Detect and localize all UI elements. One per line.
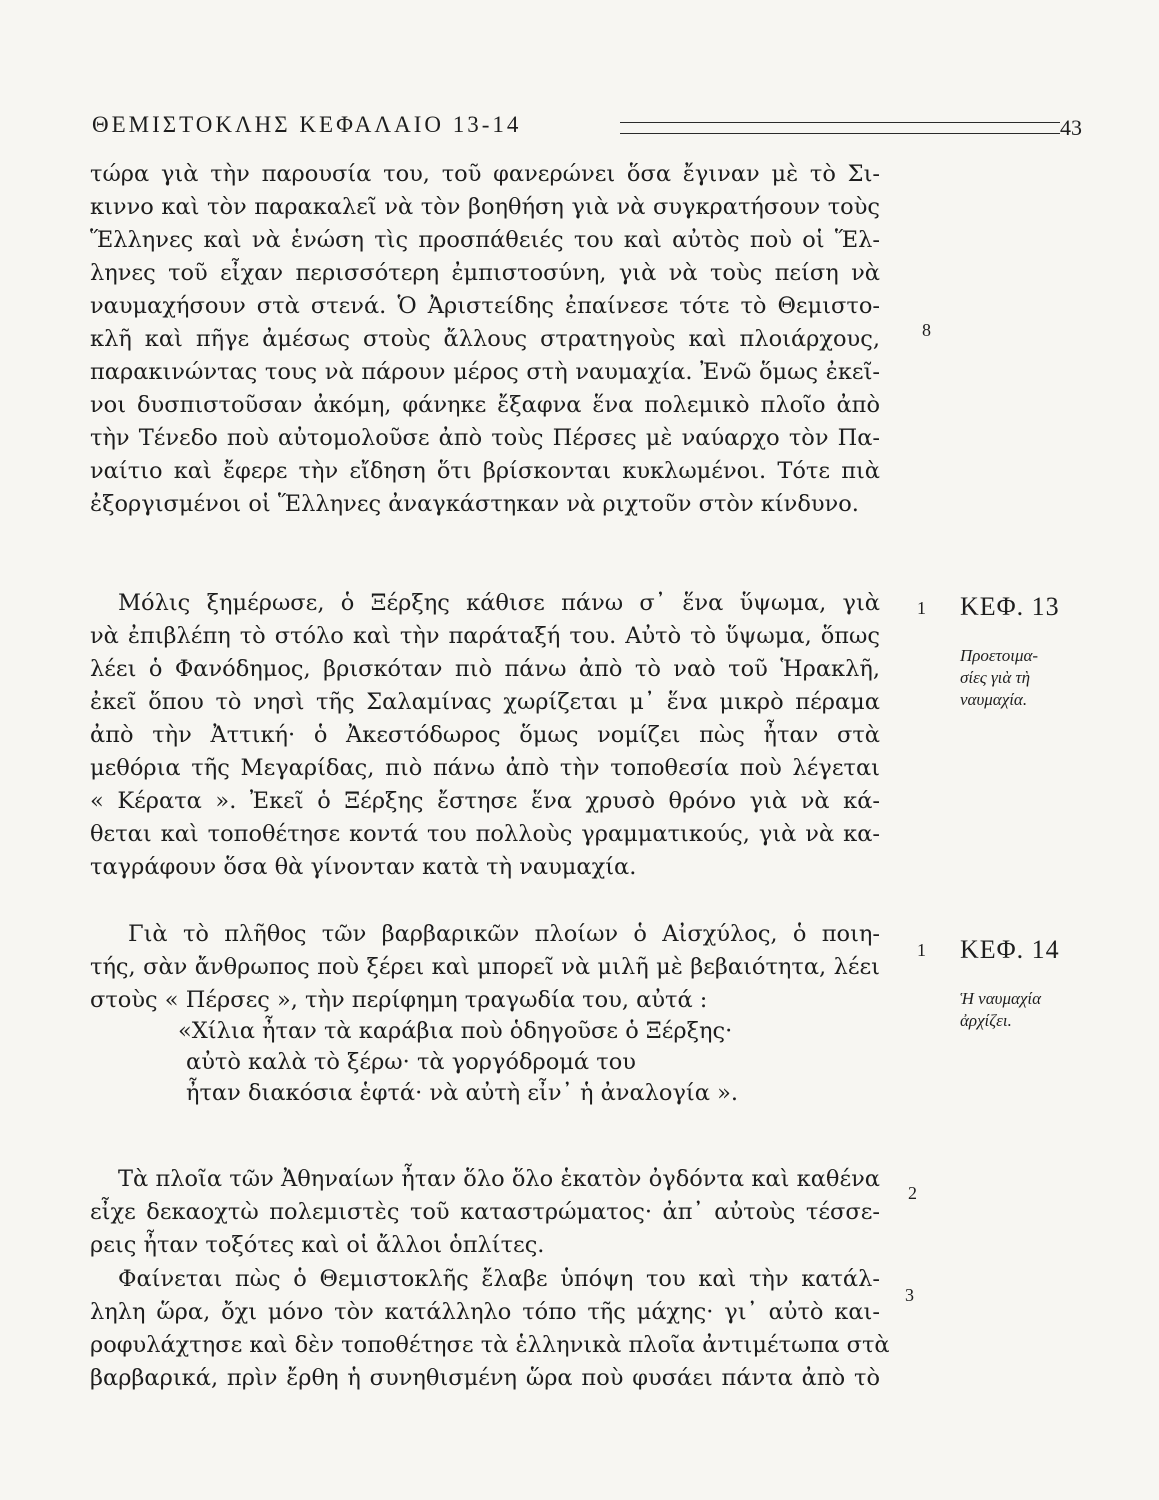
text-line: ληνες τοῦ εἶχαν περισσότερη ἐμπιστοσύνη, γιὰ νὰ τοὺς πείση νὰ <box>90 260 880 286</box>
paragraph-5 <box>90 1263 890 1395</box>
running-title: ΘΕΜΙΣΤΟΚΛΗΣ ΚΕΦΑΛΑΙΟ 13-14 <box>92 112 522 137</box>
text-line: βαρβαρικά, πρὶν ἔρθη ἡ συνηθισμένη ὥρα ποὺ φυσάει πάντα ἀπὸ τὸ <box>90 1365 880 1391</box>
chapter-14-summary <box>960 988 1110 1032</box>
text-line: ταγράφουν ὅσα θὰ γίνονταν κατὰ τὴ ναυμαχία. <box>90 854 637 880</box>
chapter-13-heading: ΚΕΦ. 13 <box>960 592 1060 621</box>
verse-quotation <box>178 1016 818 1109</box>
text-line: ναίτιο καὶ ἔφερε τὴν εἴδηση ὅτι βρίσκονται κυκλωμένοι. Τότε πιὰ <box>90 458 880 484</box>
chapter-13-summary <box>960 645 1110 711</box>
text-line: Γιὰ τὸ πλῆθος τῶν βαρβαρικῶν πλοίων ὁ Αἰσχύλος, ὁ ποιη- <box>128 921 880 947</box>
page-number: 43 <box>1060 115 1082 140</box>
text-line: νοι δυσπιστοῦσαν ἀκόμη, φάνηκε ἔξαφνα ἕνα πολεμικὸ πλοῖο ἀπὸ <box>90 392 880 418</box>
text-line: Φαίνεται πὼς ὁ Θεμιστοκλῆς ἔλαβε ὑπόψη του καὶ τὴν κατάλ- <box>118 1266 880 1292</box>
summary-line: ἀρχίζει. <box>960 1011 1012 1030</box>
text-line: παρακινώντας τους νὰ πάρουν μέρος στὴ ναυμαχία. Ἐνῶ ὅμως ἐκεῖ- <box>90 359 880 385</box>
text-line: ἐξοργισμένοι οἱ Ἕλληνες ἀναγκάστηκαν νὰ ριχτοῦν στὸν κίνδυνο. <box>90 491 859 517</box>
text-line: Μόλις ξημέρωσε, ὁ Ξέρξης κάθισε πάνω σ᾽ ἕνα ὕψωμα, γιὰ <box>118 590 880 616</box>
summary-line: Ἡ ναυμαχία <box>960 989 1042 1008</box>
text-line: ναυμαχήσουν στὰ στενά. Ὁ Ἀριστείδης ἐπαίνεσε τότε τὸ Θεμιστο- <box>90 293 880 319</box>
summary-line: ναυμαχία. <box>960 690 1028 709</box>
text-line: ροφυλάχτησε καὶ δὲν τοποθέτησε τὰ ἑλληνικὰ πλοῖα ἀντιμέτωπα στὰ <box>90 1332 890 1358</box>
text-line: στοὺς « Πέρσες », τὴν περίφημη τραγωδία του, αὐτά : <box>90 987 708 1013</box>
text-line: « Κέρατα ». Ἐκεῖ ὁ Ξέρξης ἔστησε ἕνα χρυσὸ θρόνο γιὰ νὰ κά- <box>90 788 880 814</box>
verse-line: ἦταν διακόσια ἑφτά· νὰ αὐτὴ εἶν᾽ ἡ ἀναλογία ». <box>186 1080 738 1106</box>
paragraph-1 <box>90 158 880 521</box>
text-line: τής, σὰν ἄνθρωπος ποὺ ξέρει καὶ μπορεῖ νὰ μιλῆ μὲ βεβαιότητα, λέει <box>90 954 880 980</box>
text-line: θεται καὶ τοποθέτησε κοντά του πολλοὺς γραμματικούς, γιὰ νὰ κα- <box>90 821 880 847</box>
paragraph-4 <box>90 1163 880 1262</box>
running-head <box>92 112 1082 148</box>
text-line: νὰ ἐπιβλέπη τὸ στόλο καὶ τὴν παράταξή του. Αὐτὸ τὸ ὕψωμα, ὅπως <box>90 623 880 649</box>
margin-line-number: 3 <box>905 1285 914 1305</box>
text-line: λέει ὁ Φανόδημος, βρισκόταν πιὸ πάνω ἀπὸ τὸ ναὸ τοῦ Ἡρακλῆ, <box>90 656 880 682</box>
verse-line: αὐτὸ καλὰ τὸ ξέρω· τὰ γοργόδρομά του <box>186 1049 636 1075</box>
text-line: ρεις ἦταν τοξότες καὶ οἱ ἄλλοι ὁπλίτες. <box>90 1232 545 1258</box>
margin-line-number: 2 <box>908 1183 917 1203</box>
summary-line: Προετοιμα- <box>960 646 1039 665</box>
text-line: κλῆ καὶ πῆγε ἀμέσως στοὺς ἄλλους στρατηγοὺς καὶ πλοιάρχους, <box>90 326 880 352</box>
text-line: ληλη ὥρα, ὄχι μόνο τὸν κατάλληλο τόπο τῆς μάχης· γι᾽ αὐτὸ και- <box>90 1299 880 1325</box>
text-line: ἐκεῖ ὅπου τὸ νησὶ τῆς Σαλαμίνας χωρίζεται μ᾽ ἕνα μικρὸ πέραμα <box>90 689 880 715</box>
paragraph-3 <box>90 918 880 1017</box>
text-line: Τὰ πλοῖα τῶν Ἀθηναίων ἦταν ὅλο ὅλο ἑκατὸν ὀγδόντα καὶ καθένα <box>118 1166 880 1192</box>
text-line: ἀπὸ τὴν Ἀττική· ὁ Ἀκεστόδωρος ὅμως νομίζει πὼς ἦταν στὰ <box>90 722 880 748</box>
text-line: τώρα γιὰ τὴν παρουσία του, τοῦ φανερώνει ὅσα ἔγιναν μὲ τὸ Σι- <box>90 161 880 187</box>
header-rule <box>620 122 1060 134</box>
text-line: εἶχε δεκαοχτὼ πολεμιστὲς τοῦ καταστρώματος· ἀπ᾽ αὐτοὺς τέσσε- <box>90 1199 880 1225</box>
text-line: μεθόρια τῆς Μεγαρίδας, πιὸ πάνω ἀπὸ τὴν τοποθεσία ποὺ λέγεται <box>90 755 880 781</box>
paragraph-2 <box>90 587 880 884</box>
margin-line-number: 1 <box>917 598 926 618</box>
chapter-14-heading: ΚΕΦ. 14 <box>960 935 1060 964</box>
verse-line: «Χίλια ἦταν τὰ καράβια ποὺ ὁδηγοῦσε ὁ Ξέρξης· <box>178 1018 733 1044</box>
summary-line: σίες γιὰ τὴ <box>960 668 1031 687</box>
margin-line-number: 8 <box>922 320 931 340</box>
margin-line-number: 1 <box>917 940 926 960</box>
text-line: τὴν Τένεδο ποὺ αὐτομολοῦσε ἀπὸ τοὺς Πέρσες μὲ ναύαρχο τὸν Πα- <box>90 425 880 451</box>
text-line: κιννο καὶ τὸν παρακαλεῖ νὰ τὸν βοηθήση γιὰ νὰ συγκρατήσουν τοὺς <box>90 194 880 220</box>
text-line: Ἕλληνες καὶ νὰ ἑνώση τὶς προσπάθειές του καὶ αὐτὸς ποὺ οἱ Ἕλ- <box>90 227 880 253</box>
